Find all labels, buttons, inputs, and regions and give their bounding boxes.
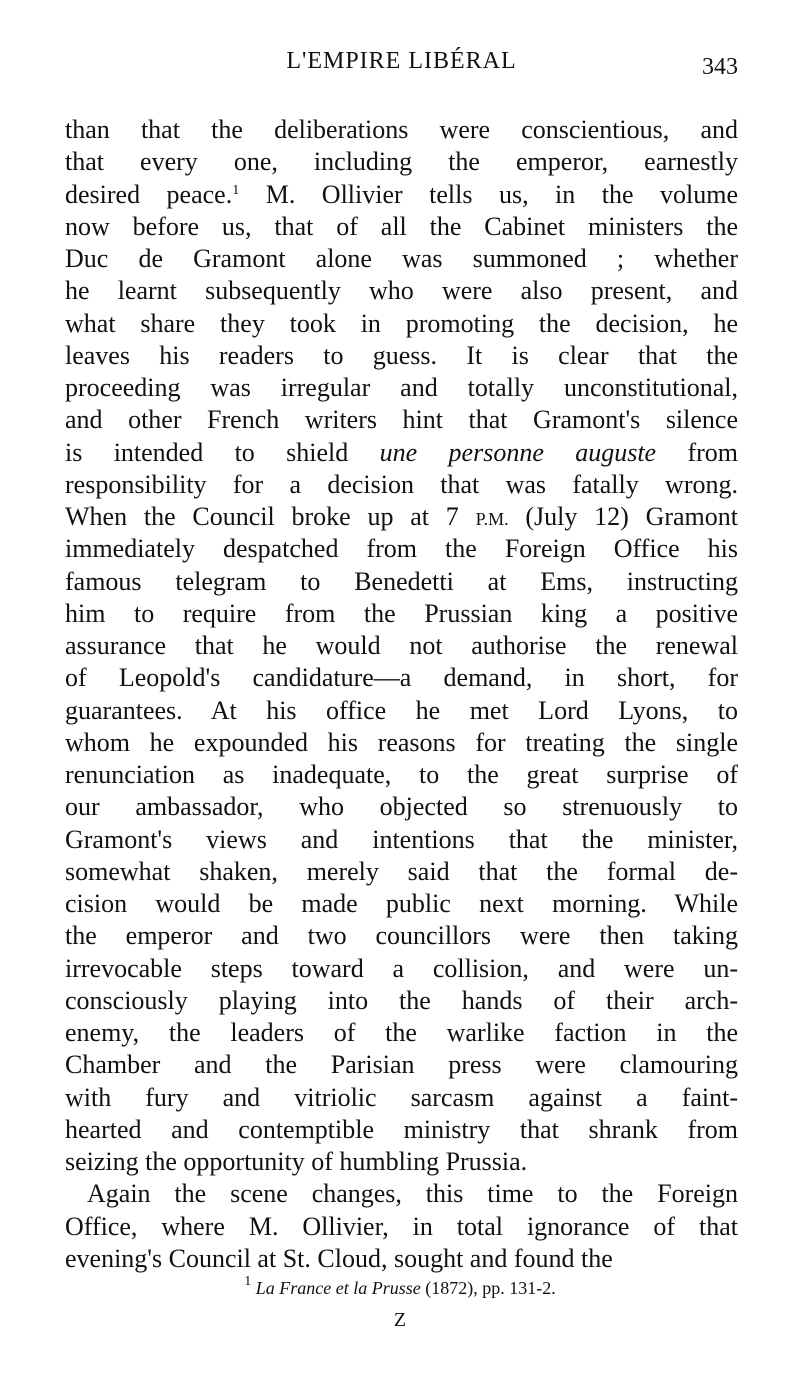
text-segment: than that the deliberations were conscientious, and xyxy=(65,115,738,144)
text-segment: from xyxy=(656,437,738,467)
footnote xyxy=(0,1274,800,1299)
text-line xyxy=(65,146,738,178)
text-segment: P.M. xyxy=(475,509,509,529)
text-segment: with fury and vitriolic sarcasm against a faint- xyxy=(65,1082,738,1112)
text-line xyxy=(65,630,738,662)
text-segment: M. Ollivier tells us, in the volume xyxy=(239,179,738,209)
text-segment: Chamber and the Parisian press were clamouring xyxy=(65,1050,738,1080)
text-line xyxy=(65,791,738,823)
text-line xyxy=(65,1017,738,1049)
text-segment: whom he expounded his reasons for treating the single xyxy=(65,727,738,757)
text-segment: cision would be made public next morning. While xyxy=(65,889,738,918)
body-text xyxy=(65,114,738,1275)
italic-text: une personne auguste xyxy=(379,437,657,467)
text-segment: enemy, the leaders of the warlike faction in the xyxy=(65,1018,738,1047)
text-line xyxy=(65,1114,738,1146)
text-line xyxy=(65,533,738,565)
text-segment: leaves his readers to guess. It is clear that the xyxy=(65,340,738,370)
text-segment: the emperor and two councillors were then taking xyxy=(65,921,738,951)
text-segment: hearted and contemptible ministry that shrank from xyxy=(65,1114,738,1144)
text-segment: somewhat shaken, merely said that the formal de- xyxy=(65,856,738,886)
text-line xyxy=(65,662,738,694)
text-line xyxy=(65,1146,738,1178)
text-line xyxy=(65,1243,738,1275)
text-segment: consciously playing into the hands of their arch- xyxy=(65,985,738,1015)
text-segment: Again the scene changes, this time to the Foreign xyxy=(87,1179,738,1209)
text-segment: famous telegram to Benedetti at Ems, instructing xyxy=(65,566,738,596)
text-segment: seizing the opportunity of humbling Prussia. xyxy=(65,1147,528,1176)
text-segment: Duc de Gramont alone was summoned ; whether xyxy=(65,244,738,273)
text-segment: proceeding was irregular and totally unconstitutional, xyxy=(65,373,738,402)
text-line xyxy=(65,985,738,1017)
text-line xyxy=(65,501,738,533)
text-segment: When the Council broke up at 7 xyxy=(65,502,476,531)
text-line xyxy=(65,1211,738,1243)
text-line xyxy=(65,1178,738,1210)
text-segment: Office, where M. Ollivier, in total ignorance of that xyxy=(65,1211,738,1241)
text-segment: him to require from the Prussian king a positive xyxy=(65,598,738,628)
footnote-marker: 1 xyxy=(244,1274,252,1289)
text-line xyxy=(65,727,738,759)
text-line xyxy=(65,243,738,275)
text-segment: that every one, including the emperor, earnestly xyxy=(65,147,738,177)
text-line xyxy=(65,888,738,920)
text-line xyxy=(65,211,738,243)
footnote-title: La France et la Prusse xyxy=(255,1278,421,1298)
text-line xyxy=(65,759,738,791)
text-segment: irrevocable steps toward a collision, and were un- xyxy=(65,953,738,983)
text-line xyxy=(65,275,738,307)
text-segment: responsibility for a decision that was fatally wrong. xyxy=(65,469,738,499)
page-number: 343 xyxy=(702,54,738,80)
text-segment: assurance that he would not authorise the renewal xyxy=(65,631,738,660)
text-segment: of Leopold's candidature—a demand, in short, for xyxy=(65,663,738,693)
text-segment: desired peace. xyxy=(65,179,233,209)
text-line xyxy=(65,404,738,436)
text-line xyxy=(65,824,738,856)
footnote-reference: (1872), pp. 131-2. xyxy=(420,1278,556,1298)
text-line xyxy=(65,695,738,727)
text-line xyxy=(65,920,738,952)
text-segment: now before us, that of all the Cabinet ministers the xyxy=(65,211,738,241)
text-segment: is intended to shield xyxy=(65,437,380,467)
text-line xyxy=(65,179,738,211)
text-line xyxy=(65,1082,738,1114)
text-line xyxy=(65,1049,738,1081)
text-line xyxy=(65,856,738,888)
text-segment: he learnt subsequently who were also present, and xyxy=(65,276,738,306)
text-segment: renunciation as inadequate, to the great surprise of xyxy=(65,760,738,789)
text-line xyxy=(65,469,738,501)
text-line xyxy=(65,598,738,630)
page-header xyxy=(65,48,738,88)
text-segment: Gramont's views and intentions that the minister, xyxy=(65,824,738,854)
text-line xyxy=(65,340,738,372)
text-segment: (July 12) Gramont xyxy=(508,502,738,531)
footnote-ref: 1 xyxy=(232,182,240,198)
running-title: L'EMPIRE LIBÉRAL xyxy=(286,48,517,74)
text-line xyxy=(65,308,738,340)
text-line xyxy=(65,566,738,598)
text-line xyxy=(65,114,738,146)
text-segment: our ambassador, who objected so strenuously to xyxy=(65,792,738,822)
text-line xyxy=(65,953,738,985)
text-line xyxy=(65,437,738,469)
text-segment: guarantees. At his office he met Lord Lyons, to xyxy=(65,695,738,725)
text-segment: and other French writers hint that Gramont's silence xyxy=(65,405,738,435)
text-line xyxy=(65,372,738,404)
text-segment: immediately despatched from the Foreign Office his xyxy=(65,534,738,564)
text-segment: what share they took in promoting the decision, he xyxy=(65,308,738,338)
signature-mark: Z xyxy=(393,1309,407,1331)
text-segment: evening's Council at St. Cloud, sought and found the xyxy=(65,1243,613,1273)
